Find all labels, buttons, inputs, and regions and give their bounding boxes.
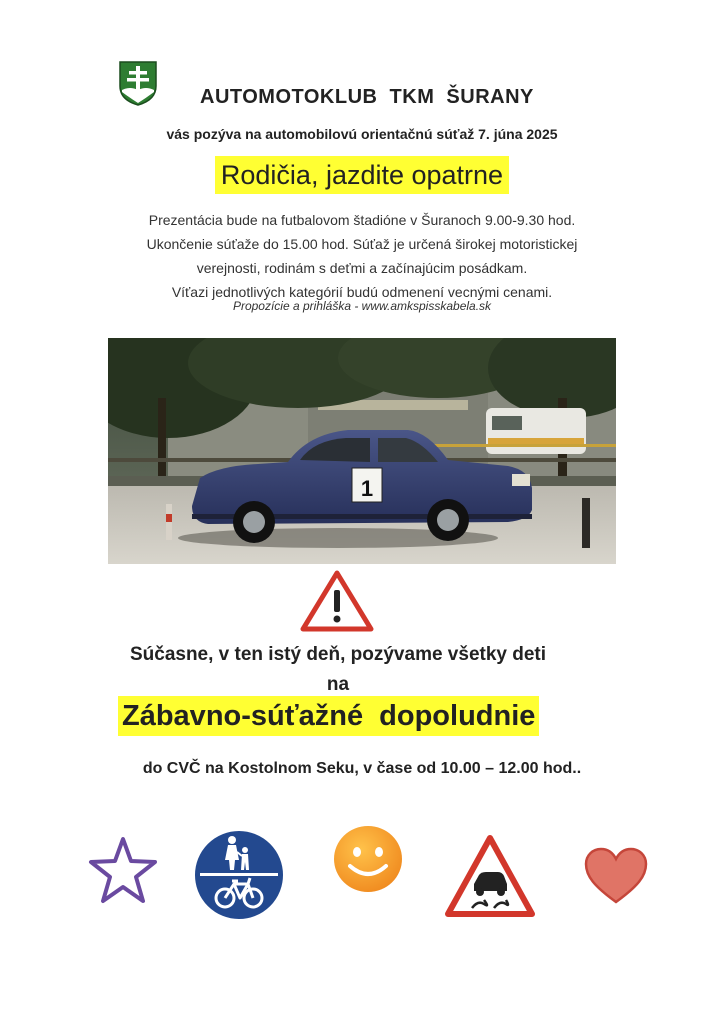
children-invitation-line: Súčasne, v ten istý deň, pozývame všetky deti — [129, 644, 547, 665]
info-line: verejnosti, rodinám s deťmi a začínajúcim posádkam. — [196, 260, 528, 276]
crest-icon — [118, 60, 158, 106]
rally-car-photo — [108, 338, 616, 564]
event-banner — [118, 696, 618, 736]
info-line: Prezentácia bude na futbalovom štadióne v Šuranoch 9.00-9.30 hod. — [148, 212, 576, 228]
children-invitation — [0, 640, 676, 700]
invitation-text: vás pozýva na automobilovú orientačnú súťaž 7. júna 2025 — [166, 126, 558, 142]
info-line: Víťazi jednotlivých kategórií budú odmenení vecnými cenami. — [171, 284, 553, 300]
star-icon — [88, 836, 158, 904]
info-line: Ukončenie súťaže do 15.00 hod. Súťaž je určená širokej motoristickej — [146, 236, 578, 252]
slogan-banner — [0, 156, 724, 194]
warning-triangle-icon — [300, 570, 374, 632]
event-location: do CVČ na Kostolnom Seku, v čase od 10.00 – 12.00 hod.. — [142, 760, 582, 777]
children-invitation-line: na — [326, 674, 350, 695]
race-number: 1 — [360, 476, 374, 501]
pedestrian-bicycle-sign-icon — [192, 828, 286, 922]
org-title: AUTOMOTOKLUB TKM ŠURANY — [200, 86, 534, 108]
heart-icon — [584, 846, 648, 906]
propositions-link: Propozície a prihláška - www.amkspisskabela.sk — [232, 299, 492, 313]
event-title: Zábavno-súťažné dopoludnie — [118, 696, 539, 736]
slogan-text: Rodičia, jazdite opatrne — [215, 156, 509, 194]
slippery-road-sign-icon — [444, 834, 536, 918]
info-block — [60, 208, 664, 304]
smiley-icon — [332, 824, 404, 894]
